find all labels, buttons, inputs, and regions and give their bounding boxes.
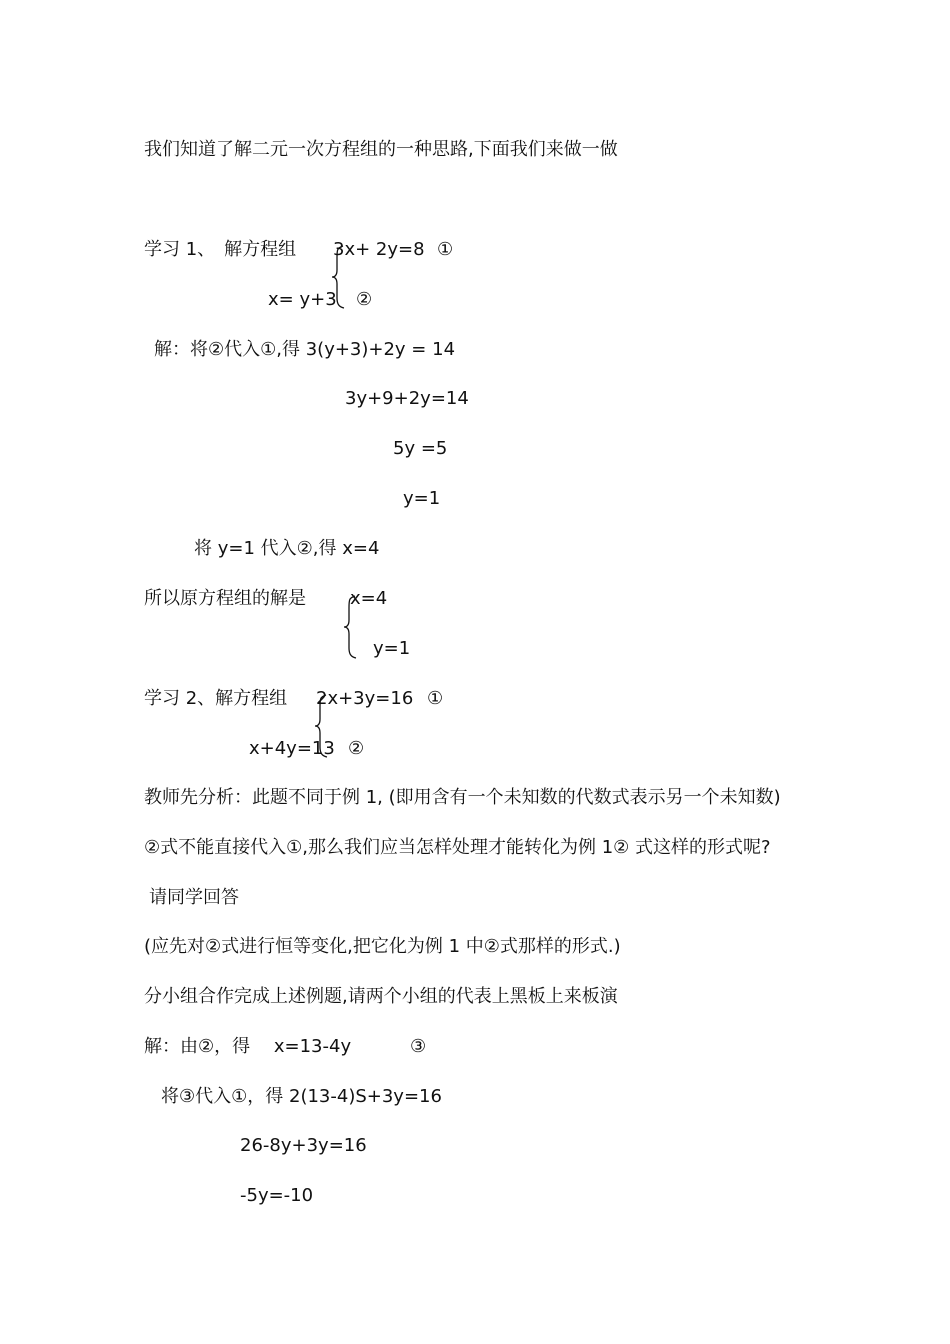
- study1-equation-1-mark: ①: [437, 239, 454, 260]
- study1-solution-line-1: 解：将②代入①,得 3(y+3)+2y = 14: [154, 339, 456, 360]
- study1-answer-x: x=4: [350, 588, 388, 609]
- study1-equation-2-mark: ②: [356, 289, 373, 310]
- study2-step-1: 26-8y+3y=16: [240, 1135, 367, 1156]
- study2-equation-1: 2x+3y=16: [316, 688, 414, 709]
- study2-analysis-1: 教师先分析：此题不同于例 1, (即用含有一个未知数的代数式表示另一个未知数): [144, 787, 781, 808]
- study2-step-2: -5y=-10: [240, 1185, 314, 1206]
- study1-solution-line-2: 3y+9+2y=14: [345, 388, 469, 409]
- study1-solution-line-4: y=1: [403, 488, 441, 509]
- study2-analysis-2: ②式不能直接代入①,那么我们应当怎样处理才能转化为例 1② 式这样的形式呢?: [144, 837, 771, 858]
- study2-heading: 学习 2、解方程组: [144, 688, 288, 709]
- study1-solution-line-5: 将 y=1 代入②,得 x=4: [194, 538, 380, 559]
- study1-heading: 学习 1、 解方程组: [144, 239, 297, 260]
- study2-substitution-line: 将③代入①，得 2(13-4)S+3y=16: [161, 1086, 442, 1107]
- study2-answer: (应先对②式进行恒等变化,把它化为例 1 中②式那样的形式.): [144, 936, 621, 957]
- study1-answer-brace: [343, 594, 357, 660]
- intro-text: 我们知道了解二元一次方程组的一种思路,下面我们来做一做: [144, 139, 618, 160]
- study2-equation-1-mark: ①: [427, 688, 444, 709]
- study2-solve-line: 解：由②，得 x=13-4y: [144, 1036, 352, 1057]
- study2-solve-mark: ③: [410, 1036, 427, 1057]
- study1-conclusion: 所以原方程组的解是: [144, 588, 306, 609]
- study1-equation-2: x= y+3: [268, 289, 337, 310]
- study1-equation-1: 3x+ 2y=8: [333, 239, 425, 260]
- study1-solution-line-3: 5y =5: [393, 438, 448, 459]
- study1-answer-y: y=1: [373, 638, 411, 659]
- study2-group-task: 分小组合作完成上述例题,请两个小组的代表上黑板上来板演: [144, 986, 618, 1007]
- study2-prompt: 请同学回答: [149, 887, 239, 908]
- study2-equation-2: x+4y=13: [249, 738, 335, 759]
- study2-equation-2-mark: ②: [348, 738, 365, 759]
